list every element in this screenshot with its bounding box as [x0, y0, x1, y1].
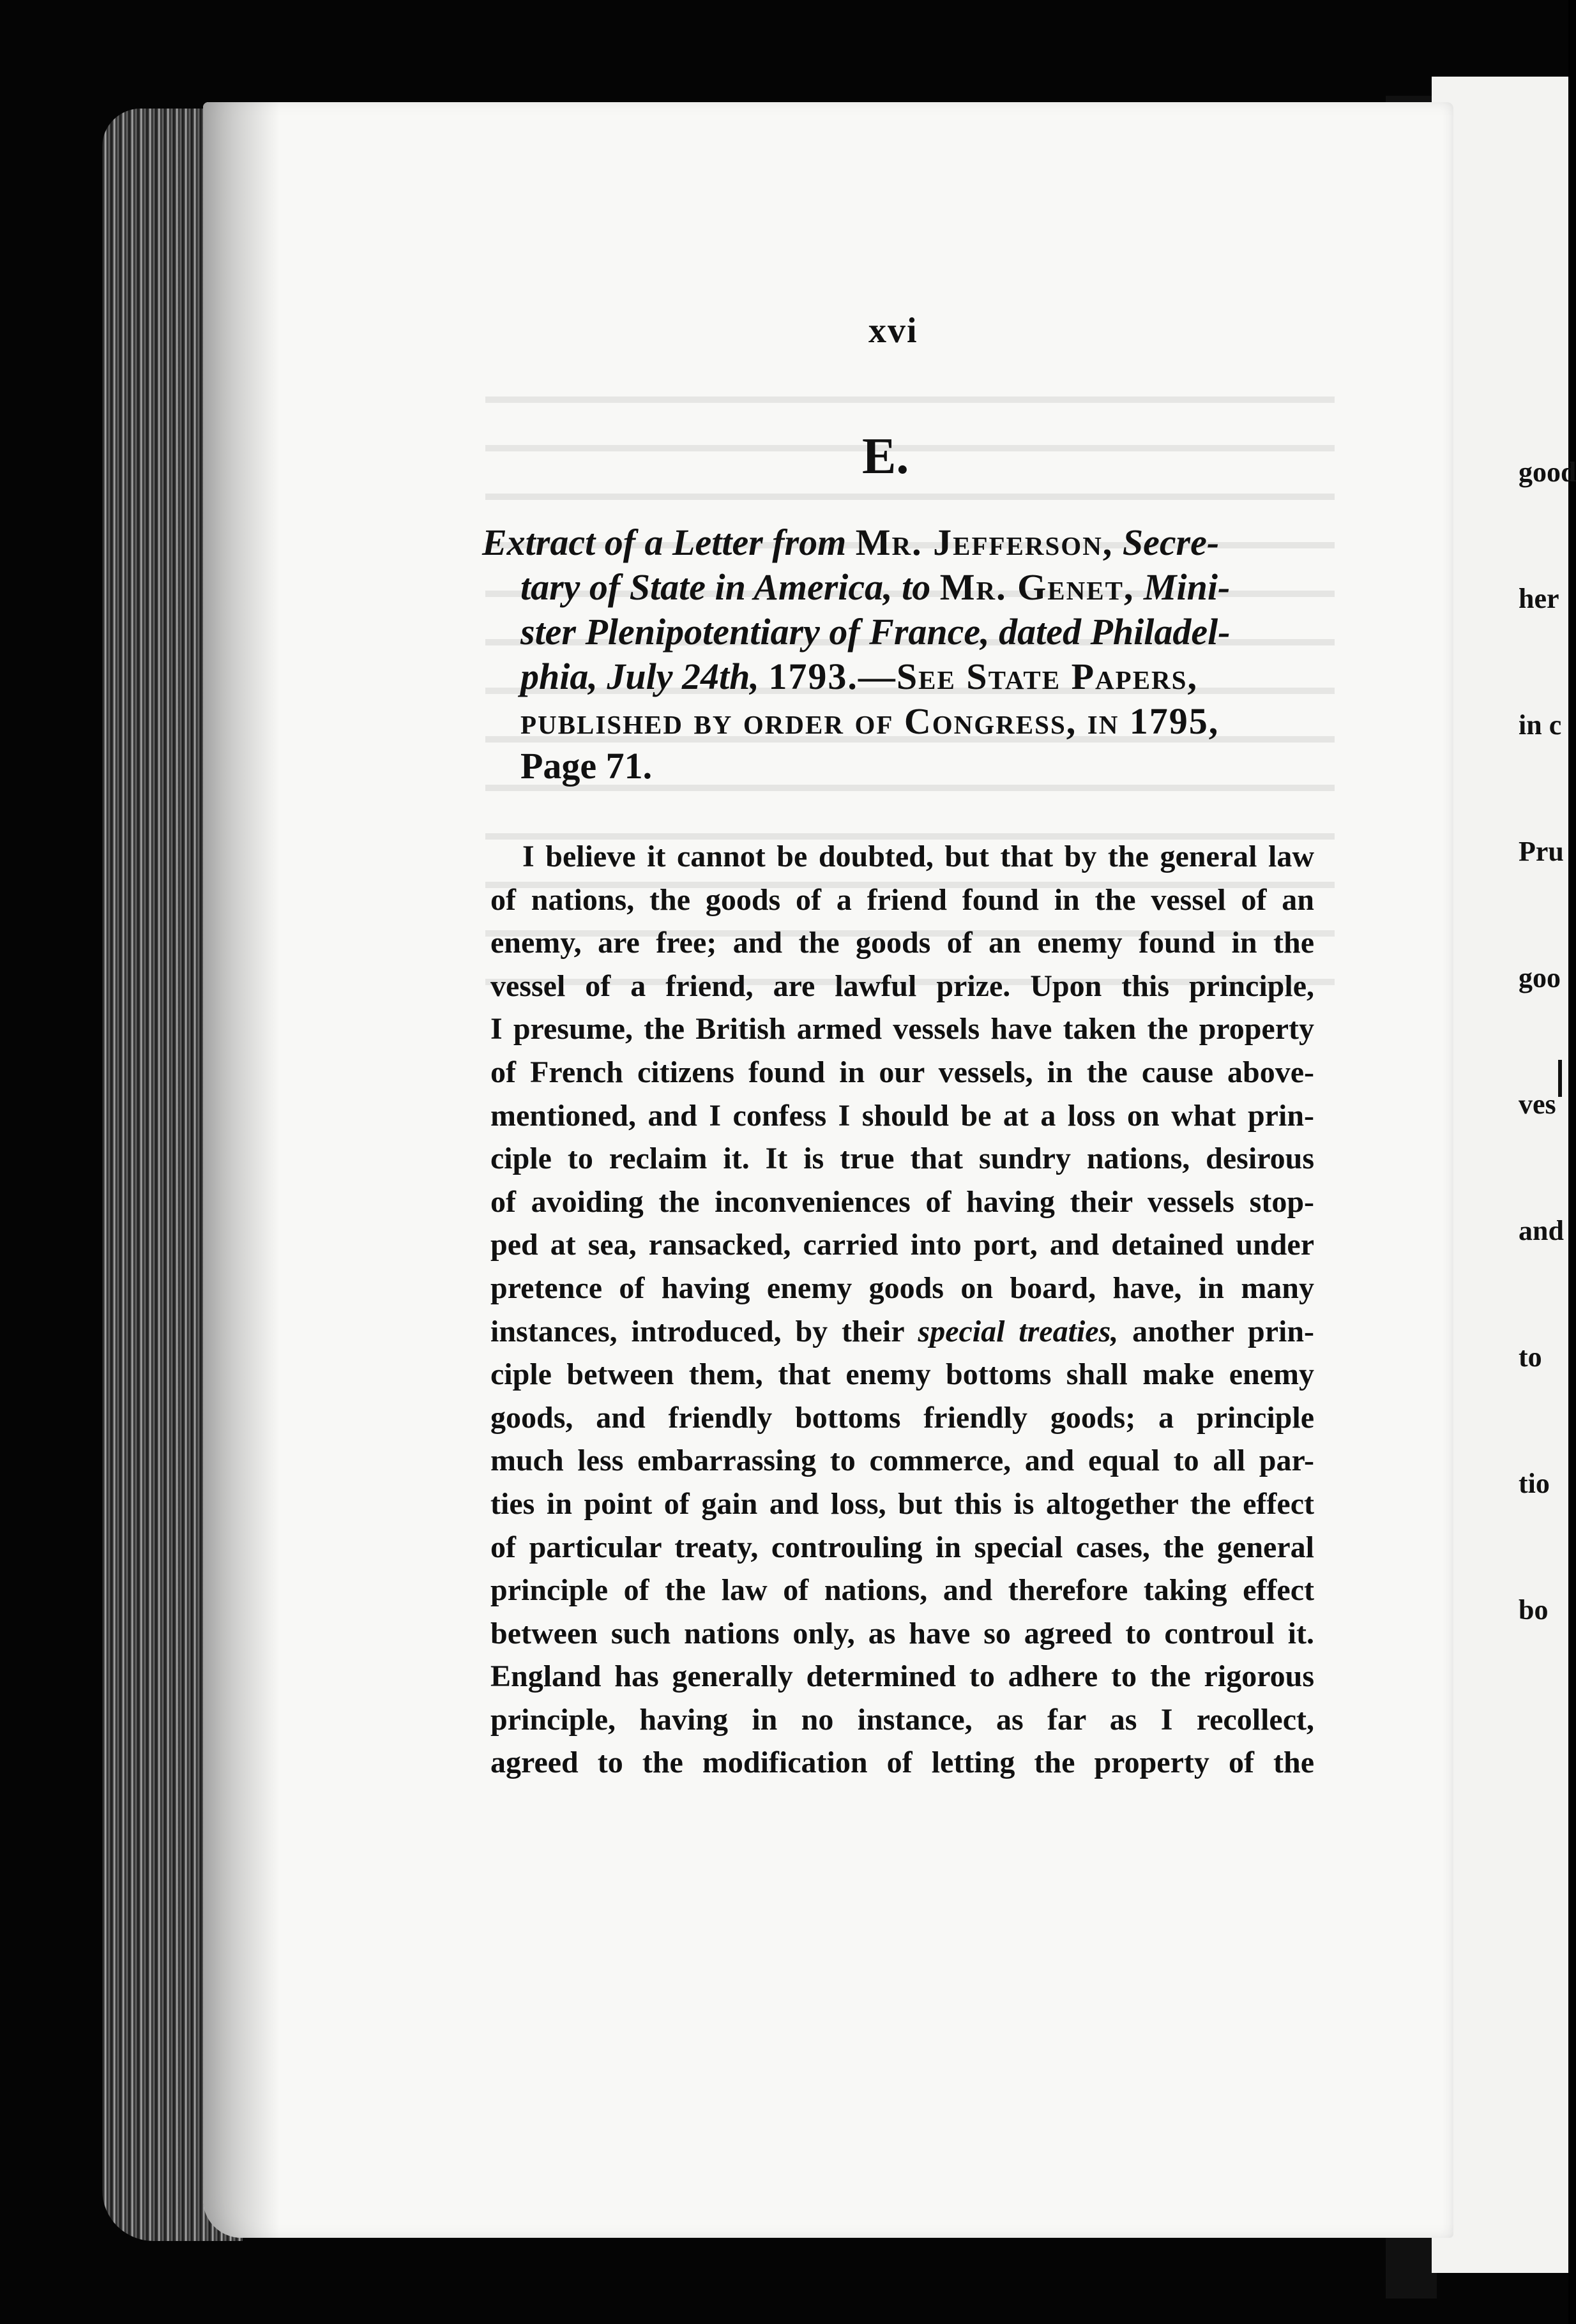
body-line: of particular treaty, controuling in special cases, the general [490, 1530, 1314, 1564]
facing-fragment: good [1519, 456, 1576, 488]
body-line: enemy, are free; and the goods of an enemy found in the [490, 926, 1314, 960]
extract-heading [482, 520, 1325, 788]
body-line: of nations, the goods of a friend found in the vessel of an [490, 882, 1314, 917]
section-heading: E. [862, 428, 909, 485]
heading-line: Page 71. [520, 745, 653, 787]
heading-line [482, 520, 1325, 565]
body-line: agreed to the modification of letting the property of the [490, 1746, 1314, 1780]
page-number: xvi [868, 311, 918, 351]
body-line: principle of the law of nations, and therefore taking effect [490, 1573, 1314, 1608]
heading-italic: Extract of a Letter from [482, 522, 847, 563]
body-line: vessel of a friend, are lawful prize. Upon this principle, [490, 969, 1314, 1003]
facing-fragment: and [1519, 1215, 1564, 1246]
body-line [490, 1310, 1314, 1354]
body-line: I presume, the British armed vessels have taken the property [490, 1012, 1314, 1046]
body-line: of avoiding the inconveniences of having their vessels stop- [490, 1184, 1314, 1219]
facing-fragment: bo [1519, 1594, 1549, 1626]
facing-page-mark [1558, 1060, 1562, 1097]
heading-italic: Mini- [1143, 566, 1231, 608]
body-fragment: another prin- [1132, 1314, 1315, 1348]
facing-fragment: to [1519, 1341, 1542, 1373]
heading-line [482, 610, 1325, 654]
body-line: I believe it cannot be doubted, but that by the general law [522, 840, 1314, 873]
heading-italic: to [902, 566, 931, 608]
heading-italic: ster Plenipotentiary of France, dated Philadel- [520, 611, 1231, 653]
body-line: ciple between them, that enemy bottoms shall make enemy [490, 1357, 1314, 1392]
heading-italic: phia, July 24th, [520, 656, 759, 697]
heading-line [482, 565, 1325, 610]
body-line: ciple to reclaim it. It is true that sundry nations, desirous [490, 1142, 1314, 1176]
body-line: ped at sea, ransacked, carried into port, and detained under [490, 1228, 1314, 1262]
body-line: principle, having in no instance, as far as I recollect, [490, 1702, 1314, 1737]
body-line: pretence of having enemy goods on board, have, in many [490, 1271, 1314, 1305]
heading-italic: Secre- [1122, 522, 1220, 563]
body-line: of French citizens found in our vessels, in the cause above- [490, 1055, 1314, 1089]
body-line: between such nations only, as have so agreed to controul it. [490, 1616, 1314, 1650]
body-fragment: instances, introduced, by their [490, 1314, 904, 1348]
heading-line: published by order of Congress, in 1795, [520, 700, 1220, 742]
body-line: much less embarrassing to commerce, and equal to all par- [490, 1444, 1314, 1478]
heading-reference: 1793.—See State Papers, [768, 656, 1198, 697]
page-curl-shadow [203, 102, 280, 2238]
heading-name: Mr. Jefferson, [855, 522, 1114, 563]
body-line: ties in point of gain and loss, but this is altogether the effect [490, 1486, 1314, 1521]
facing-fragment: in c [1519, 709, 1562, 741]
body-italic: special treaties, [918, 1314, 1119, 1348]
body-line: goods, and friendly bottoms friendly goods; a principle [490, 1400, 1314, 1435]
heading-line [482, 654, 1325, 699]
facing-fragment: her [1519, 583, 1559, 614]
body-line: mentioned, and I confess I should be at a loss on what prin- [490, 1098, 1314, 1133]
facing-fragment: tio [1519, 1468, 1550, 1499]
body-line: England has generally determined to adhere to the rigorous [490, 1659, 1314, 1694]
facing-fragment: Pru [1519, 836, 1564, 867]
heading-name: Mr. Genet, [939, 566, 1135, 608]
heading-italic: tary of State in America, [520, 566, 893, 608]
letter-body [490, 835, 1314, 1784]
facing-page-text [1519, 367, 1576, 1673]
facing-fragment: goo [1519, 962, 1561, 993]
facing-fragment: ves [1519, 1089, 1556, 1120]
